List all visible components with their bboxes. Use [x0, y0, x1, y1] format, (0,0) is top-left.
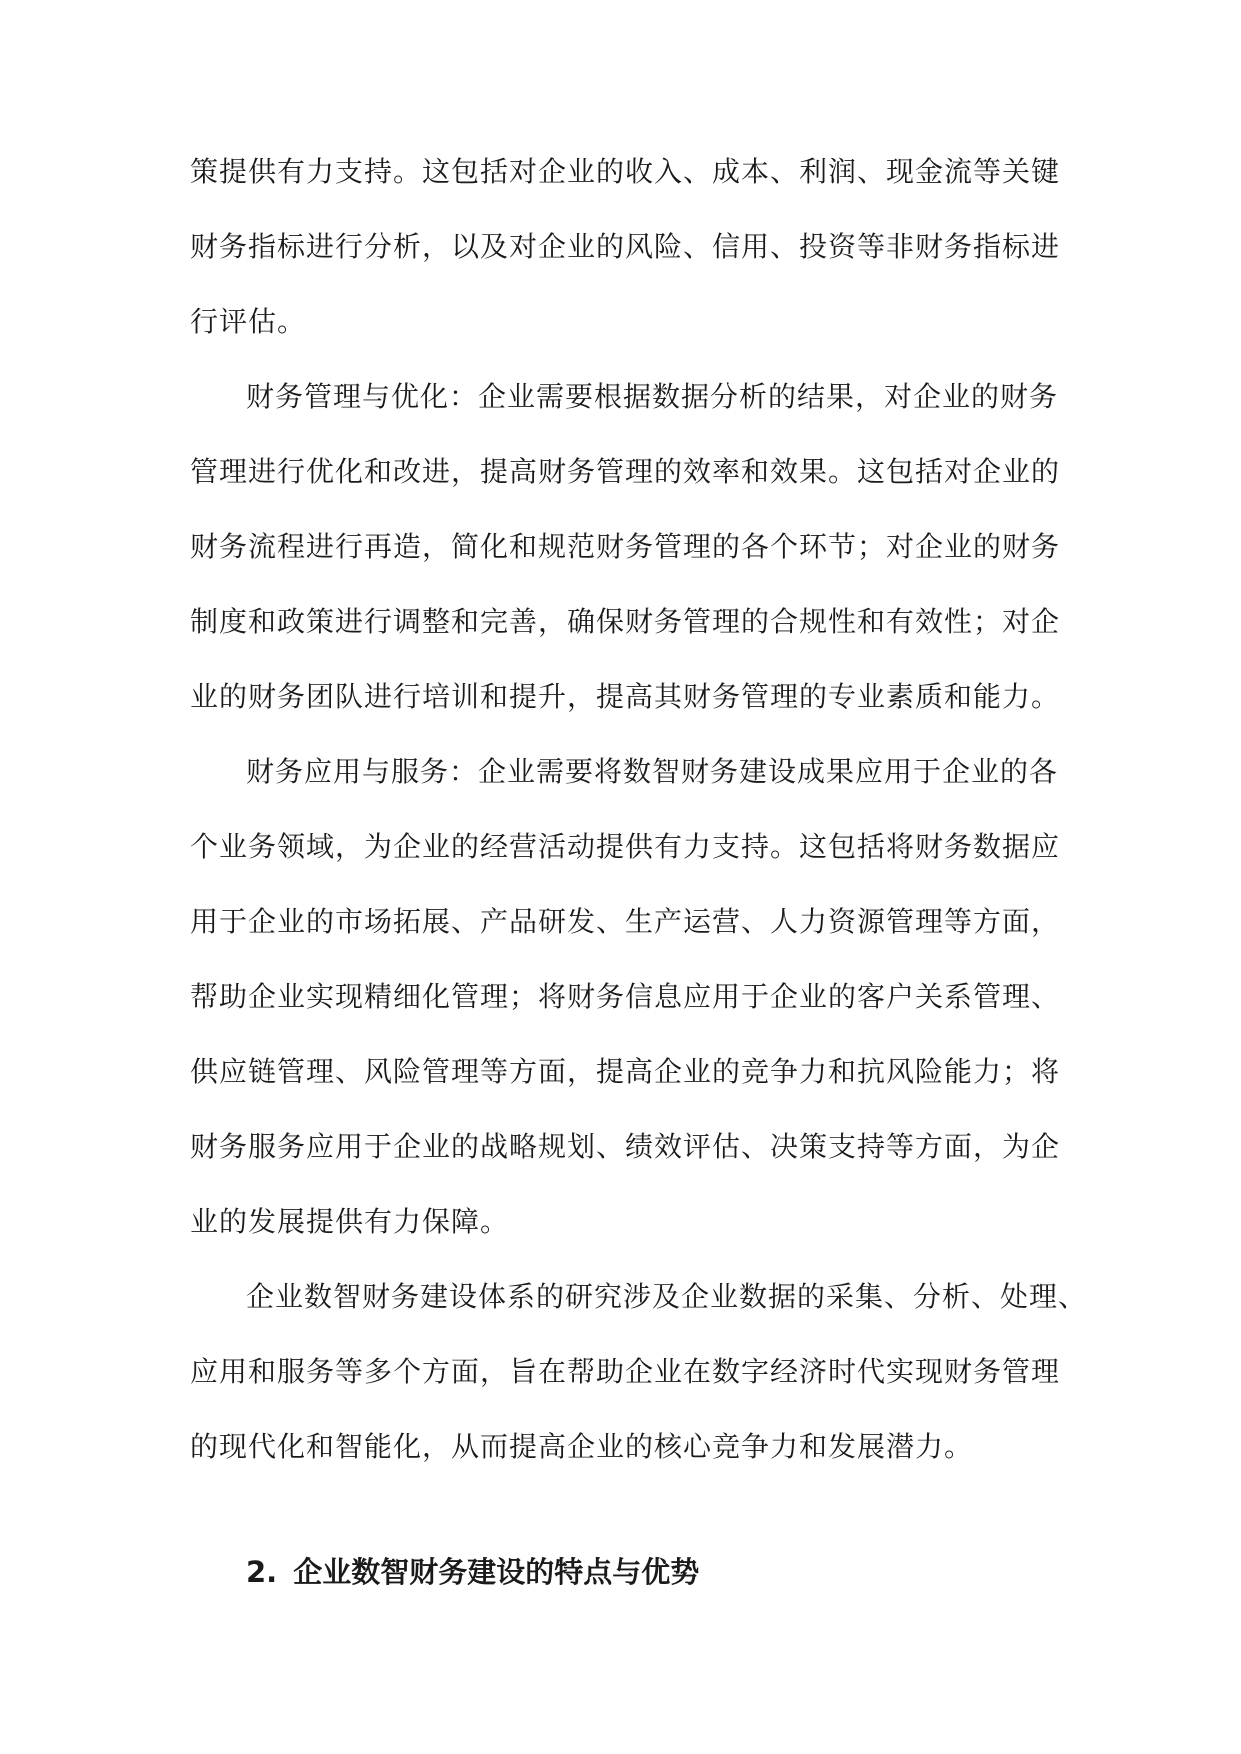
paragraph-2-line-1: 财务管理与优化：企业需要根据数据分析的结果，对企业的财务 — [246, 380, 1059, 413]
paragraph-4-line-1: 企业数智财务建设体系的研究涉及企业数据的采集、分析、处理、 — [246, 1280, 1088, 1313]
paragraph-3-line-7: 业的发展提供有力保障。 — [190, 1205, 510, 1238]
paragraph-3-line-1: 财务应用与服务：企业需要将数智财务建设成果应用于企业的各 — [246, 755, 1059, 788]
section-number: 2. — [246, 1555, 278, 1589]
paragraph-4-line-2: 应用和服务等多个方面，旨在帮助企业在数字经济时代实现财务管理 — [190, 1355, 1061, 1388]
paragraph-1-line-3: 行评估。 — [190, 305, 307, 338]
section-title: 企业数智财务建设的特点与优势 — [293, 1555, 700, 1589]
paragraph-3-line-3: 用于企业的市场拓展、产品研发、生产运营、人力资源管理等方面， — [190, 905, 1061, 938]
paragraph-4-line-3: 的现代化和智能化，从而提高企业的核心竞争力和发展潜力。 — [190, 1430, 974, 1463]
paragraph-1-line-2: 财务指标进行分析，以及对企业的风险、信用、投资等非财务指标进 — [190, 230, 1061, 263]
section-heading — [246, 1552, 699, 1592]
paragraph-2-line-2: 管理进行优化和改进，提高财务管理的效率和效果。这包括对企业的 — [190, 455, 1061, 488]
paragraph-3-line-5: 供应链管理、风险管理等方面，提高企业的竞争力和抗风险能力；将 — [190, 1055, 1061, 1088]
paragraph-3-line-2: 个业务领域，为企业的经营活动提供有力支持。这包括将财务数据应 — [190, 830, 1061, 863]
paragraph-1-line-1: 策提供有力支持。这包括对企业的收入、成本、利润、现金流等关键 — [190, 155, 1061, 188]
paragraph-2-line-3: 财务流程进行再造，简化和规范财务管理的各个环节；对企业的财务 — [190, 530, 1061, 563]
paragraph-3-line-4: 帮助企业实现精细化管理；将财务信息应用于企业的客户关系管理、 — [190, 980, 1061, 1013]
paragraph-2-line-4: 制度和政策进行调整和完善，确保财务管理的合规性和有效性；对企 — [190, 605, 1061, 638]
paragraph-3-line-6: 财务服务应用于企业的战略规划、绩效评估、决策支持等方面，为企 — [190, 1130, 1061, 1163]
paragraph-2-line-5: 业的财务团队进行培训和提升，提高其财务管理的专业素质和能力。 — [190, 680, 1061, 713]
